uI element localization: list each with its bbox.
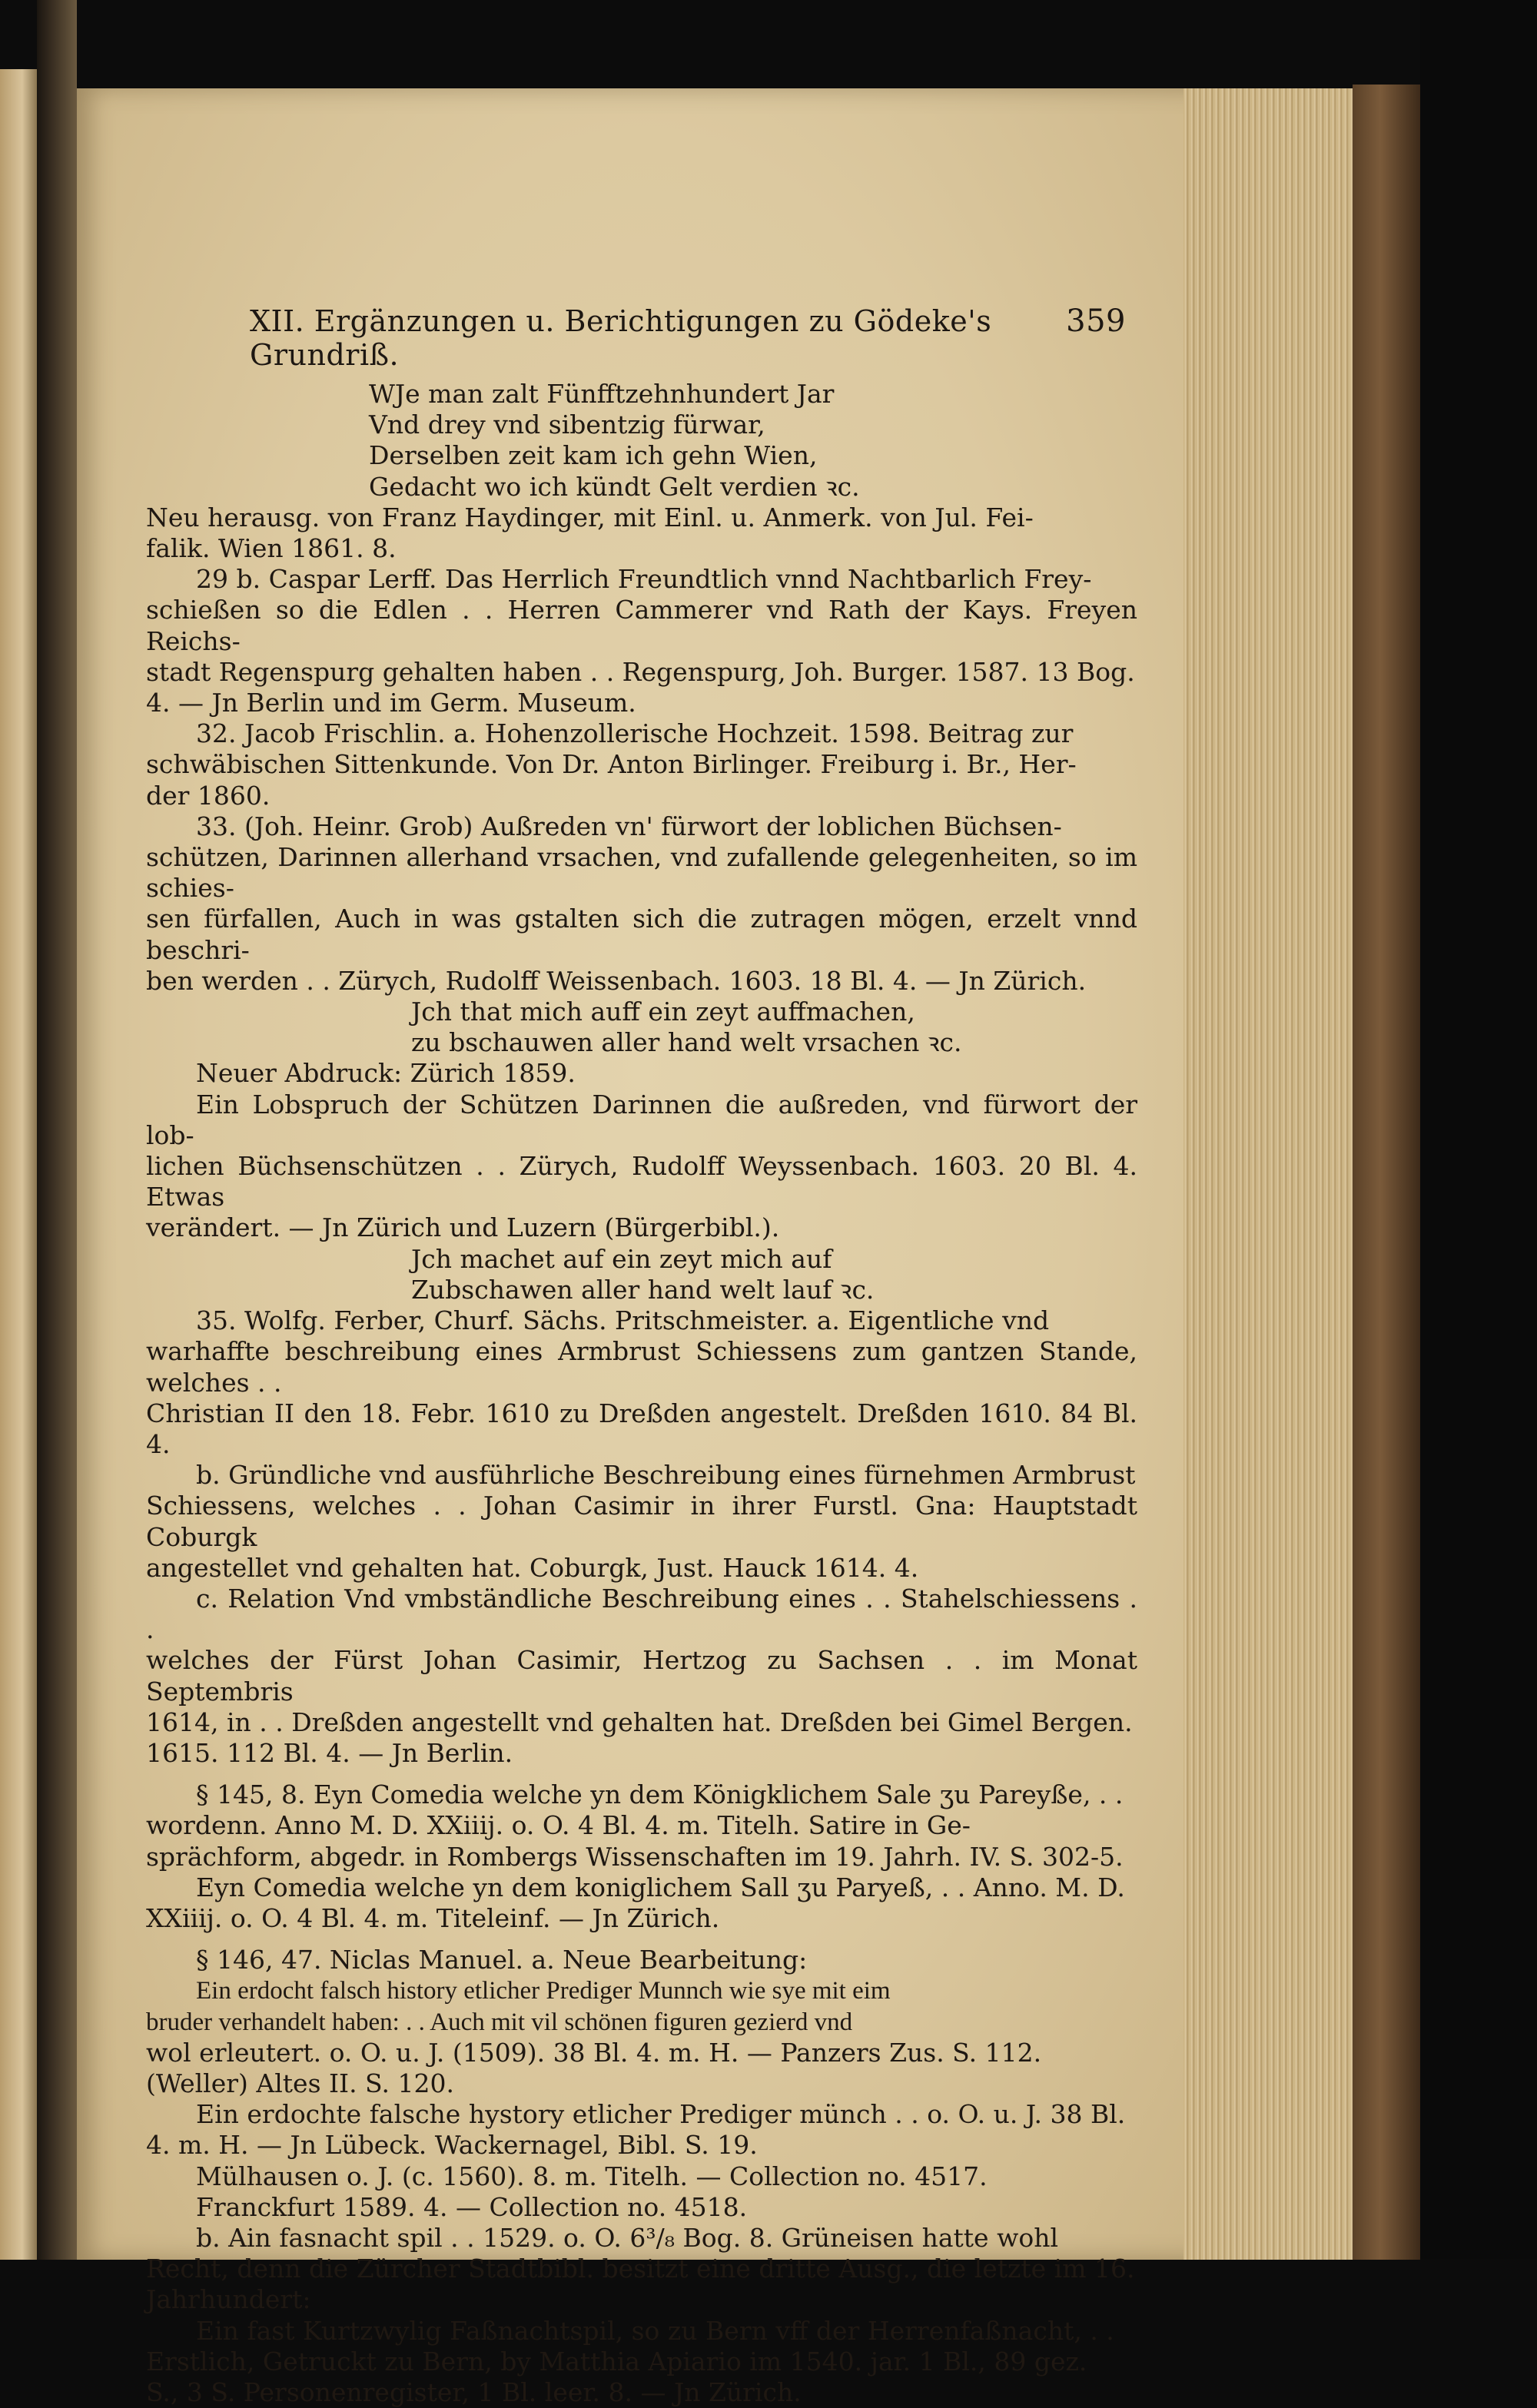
text-line: falik. Wien 1861. 8. [146,533,397,564]
text-line: Vnd drey vnd sibentzig fürwar, [369,410,765,440]
text-line: 1615. 112 Bl. 4. — Jn Berlin. [146,1737,513,1768]
text-line: Jahrhundert: [146,2284,311,2315]
text-line: schwäbischen Sittenkunde. Von Dr. Anton Birlinger. Freiburg i. Br., Her- [146,749,1077,780]
text-line: Franckfurt 1589. 4. — Collection no. 4518. [196,2191,748,2222]
text-line: bruder verhandelt haben: . . Auch mit vil schönen figuren gezierd vnd [146,2008,853,2036]
book-cover-edge [1353,85,1422,2260]
text-line: (Weller) Altes II. S. 120. [146,2068,454,2098]
text-line: Neu herausg. von Franz Haydinger, mit Einl. u. Anmerk. von Jul. Fei- [146,502,1034,532]
text-line: Ein erdochte falsche hystory etlicher Prediger münch . . o. O. u. J. 38 Bl. [196,2099,1126,2130]
text-line: Ein erdocht falsch history etlicher Prediger Munnch wie sye mit eim [196,1977,891,2005]
text-line: verändert. — Jn Zürich und Luzern (Bürgerbibl.). [146,1212,780,1243]
text-line: 4. m. H. — Jn Lübeck. Wackernagel, Bibl. S. 19. [146,2130,758,2161]
text-line: der 1860. [146,780,271,811]
text-line: Mülhausen o. J. (c. 1560). 8. m. Titelh. — Collection no. 4517. [196,2161,988,2191]
text-line: wordenn. Anno M. D. XXiiij. o. O. 4 Bl. 4. m. Titelh. Satire in Ge- [146,1810,971,1841]
text-line: § 146, 47. Niclas Manuel. a. Neue Bearbeitung: [196,1945,808,1975]
text-line: schießen so die Edlen . . Herren Cammerer vnd Rath der Kays. Freyen Reichs- [146,595,1137,656]
text-line: Christian II den 18. Febr. 1610 zu Dreßden angestelt. Dreßden 1610. 84 Bl. 4. [146,1398,1137,1459]
text-line: Ein Lobspruch der Schützen Darinnen die außreden, vnd fürwort der lob- [146,1089,1137,1150]
text-line: § 145, 8. Eyn Comedia welche yn dem Königklichem Sale ʒu Pareyße, . . [196,1779,1124,1810]
text-line: Erstlich, Getruckt zu Bern, by Matthia Apiario im 1540. jar. 1 Bl., 89 gez. [146,2346,1087,2376]
text-line: warhaffte beschreibung eines Armbrust Schiessens zum gantzen Stande, welches . . [146,1336,1137,1398]
text-line: b. Ain fasnacht spil . . 1529. o. O. 6³/₈ Bog. 8. Grüneisen hatte wohl [196,2222,1058,2253]
book-page [77,88,1207,2407]
paragraph-gap [146,1934,1137,1945]
running-head-title: XII. Ergänzungen u. Berichtigungen zu Gödeke's Grundriß. [250,304,992,372]
book-gutter [37,0,77,2260]
left-page-edge [0,69,37,2260]
text-line: Jch machet auf ein zeyt mich auf [411,1243,832,1274]
text-line: 33. (Joh. Heinr. Grob) Außreden vn' fürwort der loblichen Büchsen- [196,811,1062,841]
text-line: 29 b. Caspar Lerff. Das Herrlich Freundtlich vnnd Nachtbarlich Frey- [196,564,1092,595]
text-line: Jch that mich auff ein zeyt auffmachen, [411,997,915,1027]
text-line: welches der Fürst Johan Casimir, Hertzog zu Sachsen . . im Monat Septembris [146,1645,1137,1706]
text-line: sen fürfallen, Auch in was gstalten sich die zutragen mögen, erzelt vnnd beschri- [146,904,1137,965]
text-line: XXiiij. o. O. 4 Bl. 4. m. Titeleinf. — Jn Zürich. [146,1902,720,1933]
text-line: zu bschauwen aller hand welt vrsachen ꝛc. [411,1027,962,1058]
background-dark [1420,0,1537,2260]
text-line: Ein fast Kurtzwylig Faßnachtspil, so zu Bern vff der Herrenfaßnacht, . . [196,2315,1114,2346]
text-line: Gedacht wo ich kündt Gelt verdien ꝛc. [369,471,860,502]
text-line: schützen, Darinnen allerhand vrsachen, vnd zufallende gelegenheiten, so im schies- [146,842,1137,904]
running-head [250,303,1126,372]
paragraph-gap [146,1769,1137,1779]
text-line: 4. — Jn Berlin und im Germ. Museum. [146,688,636,718]
text-line: b. Gründliche vnd ausführliche Beschreibung eines fürnehmen Armbrust [196,1460,1136,1491]
page-number: 359 [1066,303,1126,339]
text-line: Zubschawen aller hand welt lauf ꝛc. [411,1274,875,1305]
text-line: Derselben zeit kam ich gehn Wien, [369,440,818,471]
text-line: ben werden . . Zürych, Rudolff Weissenbach. 1603. 18 Bl. 4. — Jn Zürich. [146,965,1087,996]
text-line: 32. Jacob Frischlin. a. Hohenzollerische Hochzeit. 1598. Beitrag zur [196,718,1074,749]
text-line: 35. Wolfg. Ferber, Churf. Sächs. Pritschmeister. a. Eigentliche vnd [196,1305,1050,1336]
text-line: wol erleutert. o. O. u. J. (1509). 38 Bl. 4. m. H. — Panzers Zus. S. 112. [146,2037,1042,2068]
text-line: c. Relation Vnd vmbständliche Beschreibung eines . . Stahelschiessens . . [146,1583,1137,1645]
text-line: lichen Büchsenschützen . . Zürych, Rudolff Weyssenbach. 1603. 20 Bl. 4. Etwas [146,1151,1137,1212]
page-edges-stack [1183,88,1353,2260]
page-text [146,379,1137,2408]
text-line: S., 3 S. Personenregister, 1 Bl. leer. 8. — Jn Zürich. [146,2377,802,2407]
text-line: WJe man zalt Fünfftzehnhundert Jar [369,379,835,409]
text-line: Recht, denn die Zürcher Stadtbibl. besitzt eine dritte Ausg., die letzte im 16. [146,2254,1135,2284]
text-line: angestellet vnd gehalten hat. Coburgk, Just. Hauck 1614. 4. [146,1552,919,1583]
text-line: sprächform, abgedr. in Rombergs Wissenschaften im 19. Jahrh. IV. S. 302-5. [146,1841,1124,1872]
text-line: Schiessens, welches . . Johan Casimir in ihrer Furstl. Gna: Hauptstadt Coburgk [146,1491,1137,1552]
text-line: 1614, in . . Dreßden angestellt vnd gehalten hat. Dreßden bei Gimel Bergen. [146,1706,1133,1737]
text-line: Neuer Abdruck: Zürich 1859. [196,1058,576,1089]
text-line: Eyn Comedia welche yn dem koniglichem Sall ʒu Paryeß, . . Anno. M. D. [196,1872,1125,1902]
text-line: stadt Regenspurg gehalten haben . . Regenspurg, Joh. Burger. 1587. 13 Bog. [146,656,1135,687]
